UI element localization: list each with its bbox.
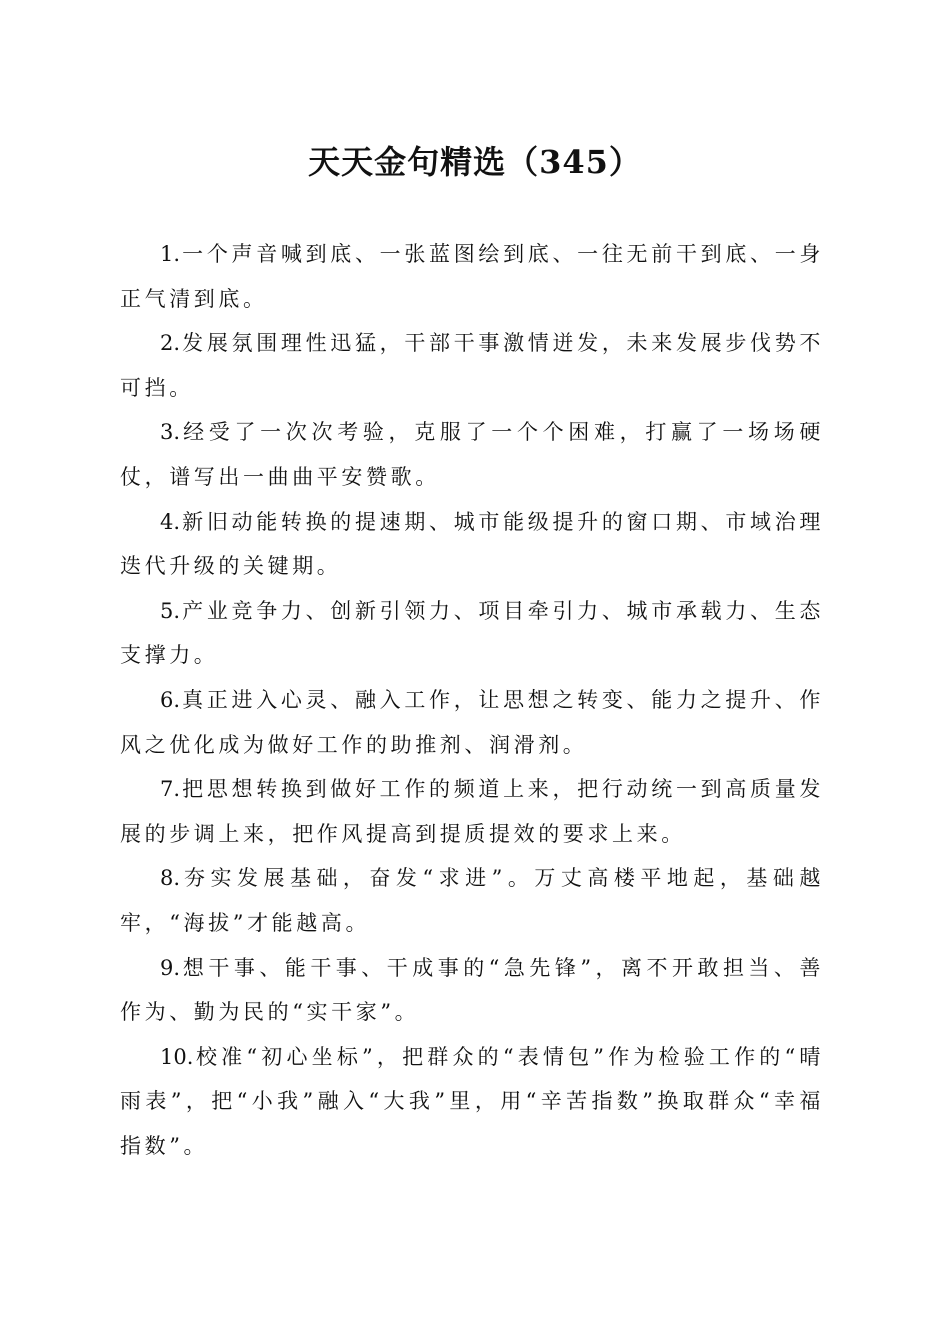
quote-item-9 [120, 946, 824, 1035]
quote-item-8 [120, 856, 824, 945]
quote-list [120, 232, 824, 1168]
quote-number: 1. [160, 242, 181, 266]
quote-text: 经受了一次次考验，克服了一个个困难，打赢了一场场硬仗，谱写出一曲曲平安赞歌。 [120, 420, 824, 489]
quote-text: 把思想转换到做好工作的频道上来，把行动统一到高质量发展的步调上来，把作风提高到提质提效的要求上来。 [120, 777, 824, 846]
quote-text: 一个声音喊到底、一张蓝图绘到底、一往无前干到底、一身正气清到底。 [120, 242, 824, 311]
quote-item-2 [120, 321, 824, 410]
quote-text: 夯实发展基础，奋发“求进”。万丈高楼平地起，基础越牢，“海拔”才能越高。 [120, 866, 824, 935]
quote-number: 6. [160, 687, 181, 712]
quote-item-5 [120, 589, 824, 678]
quote-text: 想干事、能干事、干成事的“急先锋”，离不开敢担当、善作为、勤为民的“实干家”。 [120, 955, 824, 1025]
quote-number: 4. [160, 509, 181, 534]
quote-item-3 [120, 410, 824, 499]
quote-text: 校准“初心坐标”，把群众的“表情包”作为检验工作的“晴雨表”，把“小我”融入“大我”里，用“辛苦指数”换取群众“幸福指数”。 [120, 1044, 824, 1158]
quote-number: 5. [160, 598, 181, 623]
quote-item-4 [120, 500, 824, 589]
quote-text: 新旧动能转换的提速期、城市能级提升的窗口期、市域治理迭代升级的关键期。 [120, 509, 824, 579]
quote-item-10 [120, 1035, 824, 1169]
quote-number: 3. [160, 420, 181, 445]
quote-number: 9. [160, 955, 181, 980]
quote-text: 真正进入心灵、融入工作，让思想之转变、能力之提升、作风之优化成为做好工作的助推剂、润滑剂。 [120, 687, 824, 757]
quote-number: 2. [160, 331, 181, 356]
document-title: 天天金句精选（345） [308, 143, 642, 181]
quote-number: 10. [160, 1044, 194, 1069]
quote-item-7 [120, 767, 824, 856]
quote-text: 产业竞争力、创新引领力、项目牵引力、城市承载力、生态支撑力。 [120, 598, 824, 668]
quote-text: 发展氛围理性迅猛，干部干事激情迸发，未来发展步伐势不可挡。 [120, 331, 824, 400]
quote-item-6 [120, 678, 824, 767]
quote-number: 7. [160, 777, 181, 802]
quote-item-1 [120, 232, 824, 321]
quote-number: 8. [160, 866, 181, 891]
